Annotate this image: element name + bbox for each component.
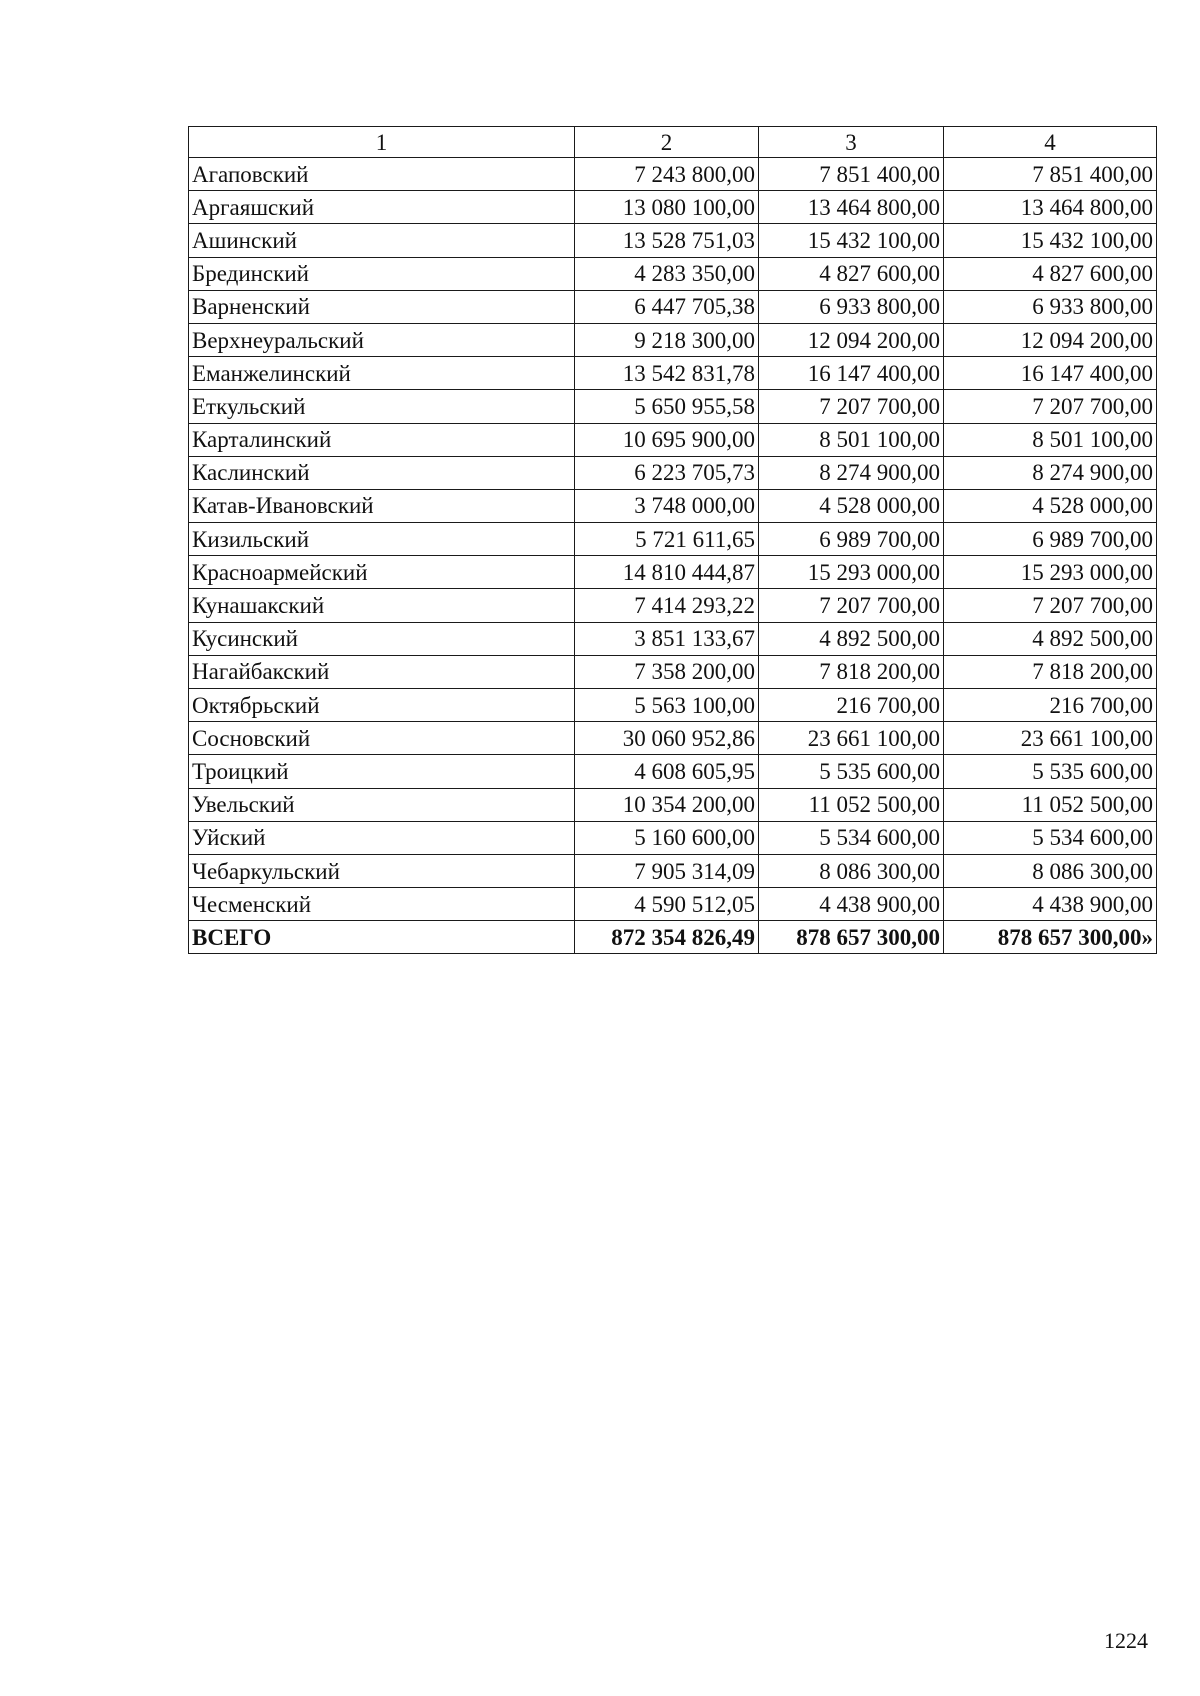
district-name: Троицкий bbox=[189, 755, 575, 788]
value-column-2: 10 354 200,00 bbox=[575, 788, 759, 821]
value-column-4: 13 464 800,00 bbox=[944, 191, 1157, 224]
district-name: Увельский bbox=[189, 788, 575, 821]
value-column-2: 5 563 100,00 bbox=[575, 689, 759, 722]
table-header bbox=[189, 127, 1157, 158]
table-row bbox=[189, 556, 1157, 589]
value-column-3: 5 534 600,00 bbox=[759, 821, 944, 854]
district-name: Уйский bbox=[189, 821, 575, 854]
page-number: 1224 bbox=[1104, 1628, 1148, 1653]
value-column-4: 8 086 300,00 bbox=[944, 854, 1157, 887]
district-name: Варненский bbox=[189, 290, 575, 323]
district-name: Чебаркульский bbox=[189, 854, 575, 887]
table-row bbox=[189, 722, 1157, 755]
table-row bbox=[189, 357, 1157, 390]
table-row bbox=[189, 755, 1157, 788]
district-name: Кунашакский bbox=[189, 589, 575, 622]
value-column-4: 7 818 200,00 bbox=[944, 655, 1157, 688]
column-header-2: 2 bbox=[575, 127, 759, 158]
district-name: Ашинский bbox=[189, 224, 575, 257]
value-column-2: 7 358 200,00 bbox=[575, 655, 759, 688]
value-column-3: 16 147 400,00 bbox=[759, 357, 944, 390]
value-column-4: 4 528 000,00 bbox=[944, 489, 1157, 522]
district-name: Кизильский bbox=[189, 523, 575, 556]
table-row bbox=[189, 390, 1157, 423]
value-column-4: 6 989 700,00 bbox=[944, 523, 1157, 556]
table-row bbox=[189, 854, 1157, 887]
value-column-3: 8 274 900,00 bbox=[759, 456, 944, 489]
table-row bbox=[189, 423, 1157, 456]
value-column-2: 30 060 952,86 bbox=[575, 722, 759, 755]
value-column-3: 6 989 700,00 bbox=[759, 523, 944, 556]
value-column-3: 7 207 700,00 bbox=[759, 589, 944, 622]
district-name: Еткульский bbox=[189, 390, 575, 423]
value-column-2: 5 160 600,00 bbox=[575, 821, 759, 854]
value-column-4: 11 052 500,00 bbox=[944, 788, 1157, 821]
value-column-3: 6 933 800,00 bbox=[759, 290, 944, 323]
district-name: Еманжелинский bbox=[189, 357, 575, 390]
value-column-2: 5 721 611,65 bbox=[575, 523, 759, 556]
value-column-2: 4 590 512,05 bbox=[575, 888, 759, 921]
table-row bbox=[189, 523, 1157, 556]
value-column-2: 13 080 100,00 bbox=[575, 191, 759, 224]
value-column-2: 3 748 000,00 bbox=[575, 489, 759, 522]
value-column-3: 4 438 900,00 bbox=[759, 888, 944, 921]
district-name: Чесменский bbox=[189, 888, 575, 921]
district-name: Аргаяшский bbox=[189, 191, 575, 224]
table-row bbox=[189, 689, 1157, 722]
value-column-2: 13 542 831,78 bbox=[575, 357, 759, 390]
district-name: Октябрьский bbox=[189, 689, 575, 722]
table-row bbox=[189, 622, 1157, 655]
district-name: Карталинский bbox=[189, 423, 575, 456]
value-column-2: 10 695 900,00 bbox=[575, 423, 759, 456]
value-column-2: 14 810 444,87 bbox=[575, 556, 759, 589]
value-column-4: 15 293 000,00 bbox=[944, 556, 1157, 589]
total-label: ВСЕГО bbox=[189, 921, 575, 954]
value-column-4: 16 147 400,00 bbox=[944, 357, 1157, 390]
value-column-4: 7 207 700,00 bbox=[944, 589, 1157, 622]
district-name: Кусинский bbox=[189, 622, 575, 655]
table-row bbox=[189, 655, 1157, 688]
value-column-4: 4 892 500,00 bbox=[944, 622, 1157, 655]
table-row bbox=[189, 888, 1157, 921]
table-row bbox=[189, 191, 1157, 224]
value-column-4: 7 207 700,00 bbox=[944, 390, 1157, 423]
value-column-4: 5 534 600,00 bbox=[944, 821, 1157, 854]
district-name: Сосновский bbox=[189, 722, 575, 755]
table-row bbox=[189, 788, 1157, 821]
table-row bbox=[189, 323, 1157, 356]
table-row bbox=[189, 158, 1157, 191]
value-column-4: 6 933 800,00 bbox=[944, 290, 1157, 323]
value-column-3: 4 892 500,00 bbox=[759, 622, 944, 655]
column-header-4: 4 bbox=[944, 127, 1157, 158]
value-column-2: 3 851 133,67 bbox=[575, 622, 759, 655]
value-column-4: 15 432 100,00 bbox=[944, 224, 1157, 257]
district-name: Нагайбакский bbox=[189, 655, 575, 688]
value-column-4: 12 094 200,00 bbox=[944, 323, 1157, 356]
table-row bbox=[189, 290, 1157, 323]
district-name: Катав-Ивановский bbox=[189, 489, 575, 522]
value-column-2: 7 414 293,22 bbox=[575, 589, 759, 622]
value-column-4: 8 274 900,00 bbox=[944, 456, 1157, 489]
value-column-4: 4 438 900,00 bbox=[944, 888, 1157, 921]
value-column-4: 8 501 100,00 bbox=[944, 423, 1157, 456]
value-column-3: 13 464 800,00 bbox=[759, 191, 944, 224]
value-column-3: 4 528 000,00 bbox=[759, 489, 944, 522]
district-name: Верхнеуральский bbox=[189, 323, 575, 356]
table-row bbox=[189, 821, 1157, 854]
header-row bbox=[189, 127, 1157, 158]
value-column-2: 6 223 705,73 bbox=[575, 456, 759, 489]
value-column-2: 9 218 300,00 bbox=[575, 323, 759, 356]
table-row bbox=[189, 589, 1157, 622]
total-row bbox=[189, 921, 1157, 954]
value-column-3: 23 661 100,00 bbox=[759, 722, 944, 755]
value-column-3: 7 818 200,00 bbox=[759, 655, 944, 688]
value-column-3: 15 432 100,00 bbox=[759, 224, 944, 257]
table-row bbox=[189, 257, 1157, 290]
table-row bbox=[189, 489, 1157, 522]
value-column-3: 11 052 500,00 bbox=[759, 788, 944, 821]
table-row bbox=[189, 224, 1157, 257]
value-column-4: 7 851 400,00 bbox=[944, 158, 1157, 191]
value-column-3: 15 293 000,00 bbox=[759, 556, 944, 589]
value-column-3: 4 827 600,00 bbox=[759, 257, 944, 290]
value-column-3: 216 700,00 bbox=[759, 689, 944, 722]
value-column-3: 5 535 600,00 bbox=[759, 755, 944, 788]
value-column-4: 23 661 100,00 bbox=[944, 722, 1157, 755]
column-header-1: 1 bbox=[189, 127, 575, 158]
value-column-3: 8 501 100,00 bbox=[759, 423, 944, 456]
value-column-4: 216 700,00 bbox=[944, 689, 1157, 722]
value-column-3: 7 207 700,00 bbox=[759, 390, 944, 423]
value-column-3: 7 851 400,00 bbox=[759, 158, 944, 191]
district-name: Брединский bbox=[189, 257, 575, 290]
value-column-2: 5 650 955,58 bbox=[575, 390, 759, 423]
column-header-3: 3 bbox=[759, 127, 944, 158]
total-column-4: 878 657 300,00» bbox=[944, 921, 1157, 954]
value-column-2: 4 608 605,95 bbox=[575, 755, 759, 788]
district-name: Агаповский bbox=[189, 158, 575, 191]
value-column-3: 12 094 200,00 bbox=[759, 323, 944, 356]
budget-table bbox=[188, 126, 1157, 954]
value-column-4: 5 535 600,00 bbox=[944, 755, 1157, 788]
district-name: Красноармейский bbox=[189, 556, 575, 589]
value-column-2: 4 283 350,00 bbox=[575, 257, 759, 290]
total-column-3: 878 657 300,00 bbox=[759, 921, 944, 954]
table-body bbox=[189, 158, 1157, 954]
total-column-2: 872 354 826,49 bbox=[575, 921, 759, 954]
district-name: Каслинский bbox=[189, 456, 575, 489]
value-column-2: 7 905 314,09 bbox=[575, 854, 759, 887]
value-column-2: 6 447 705,38 bbox=[575, 290, 759, 323]
table-row bbox=[189, 456, 1157, 489]
value-column-3: 8 086 300,00 bbox=[759, 854, 944, 887]
value-column-4: 4 827 600,00 bbox=[944, 257, 1157, 290]
value-column-2: 7 243 800,00 bbox=[575, 158, 759, 191]
value-column-2: 13 528 751,03 bbox=[575, 224, 759, 257]
